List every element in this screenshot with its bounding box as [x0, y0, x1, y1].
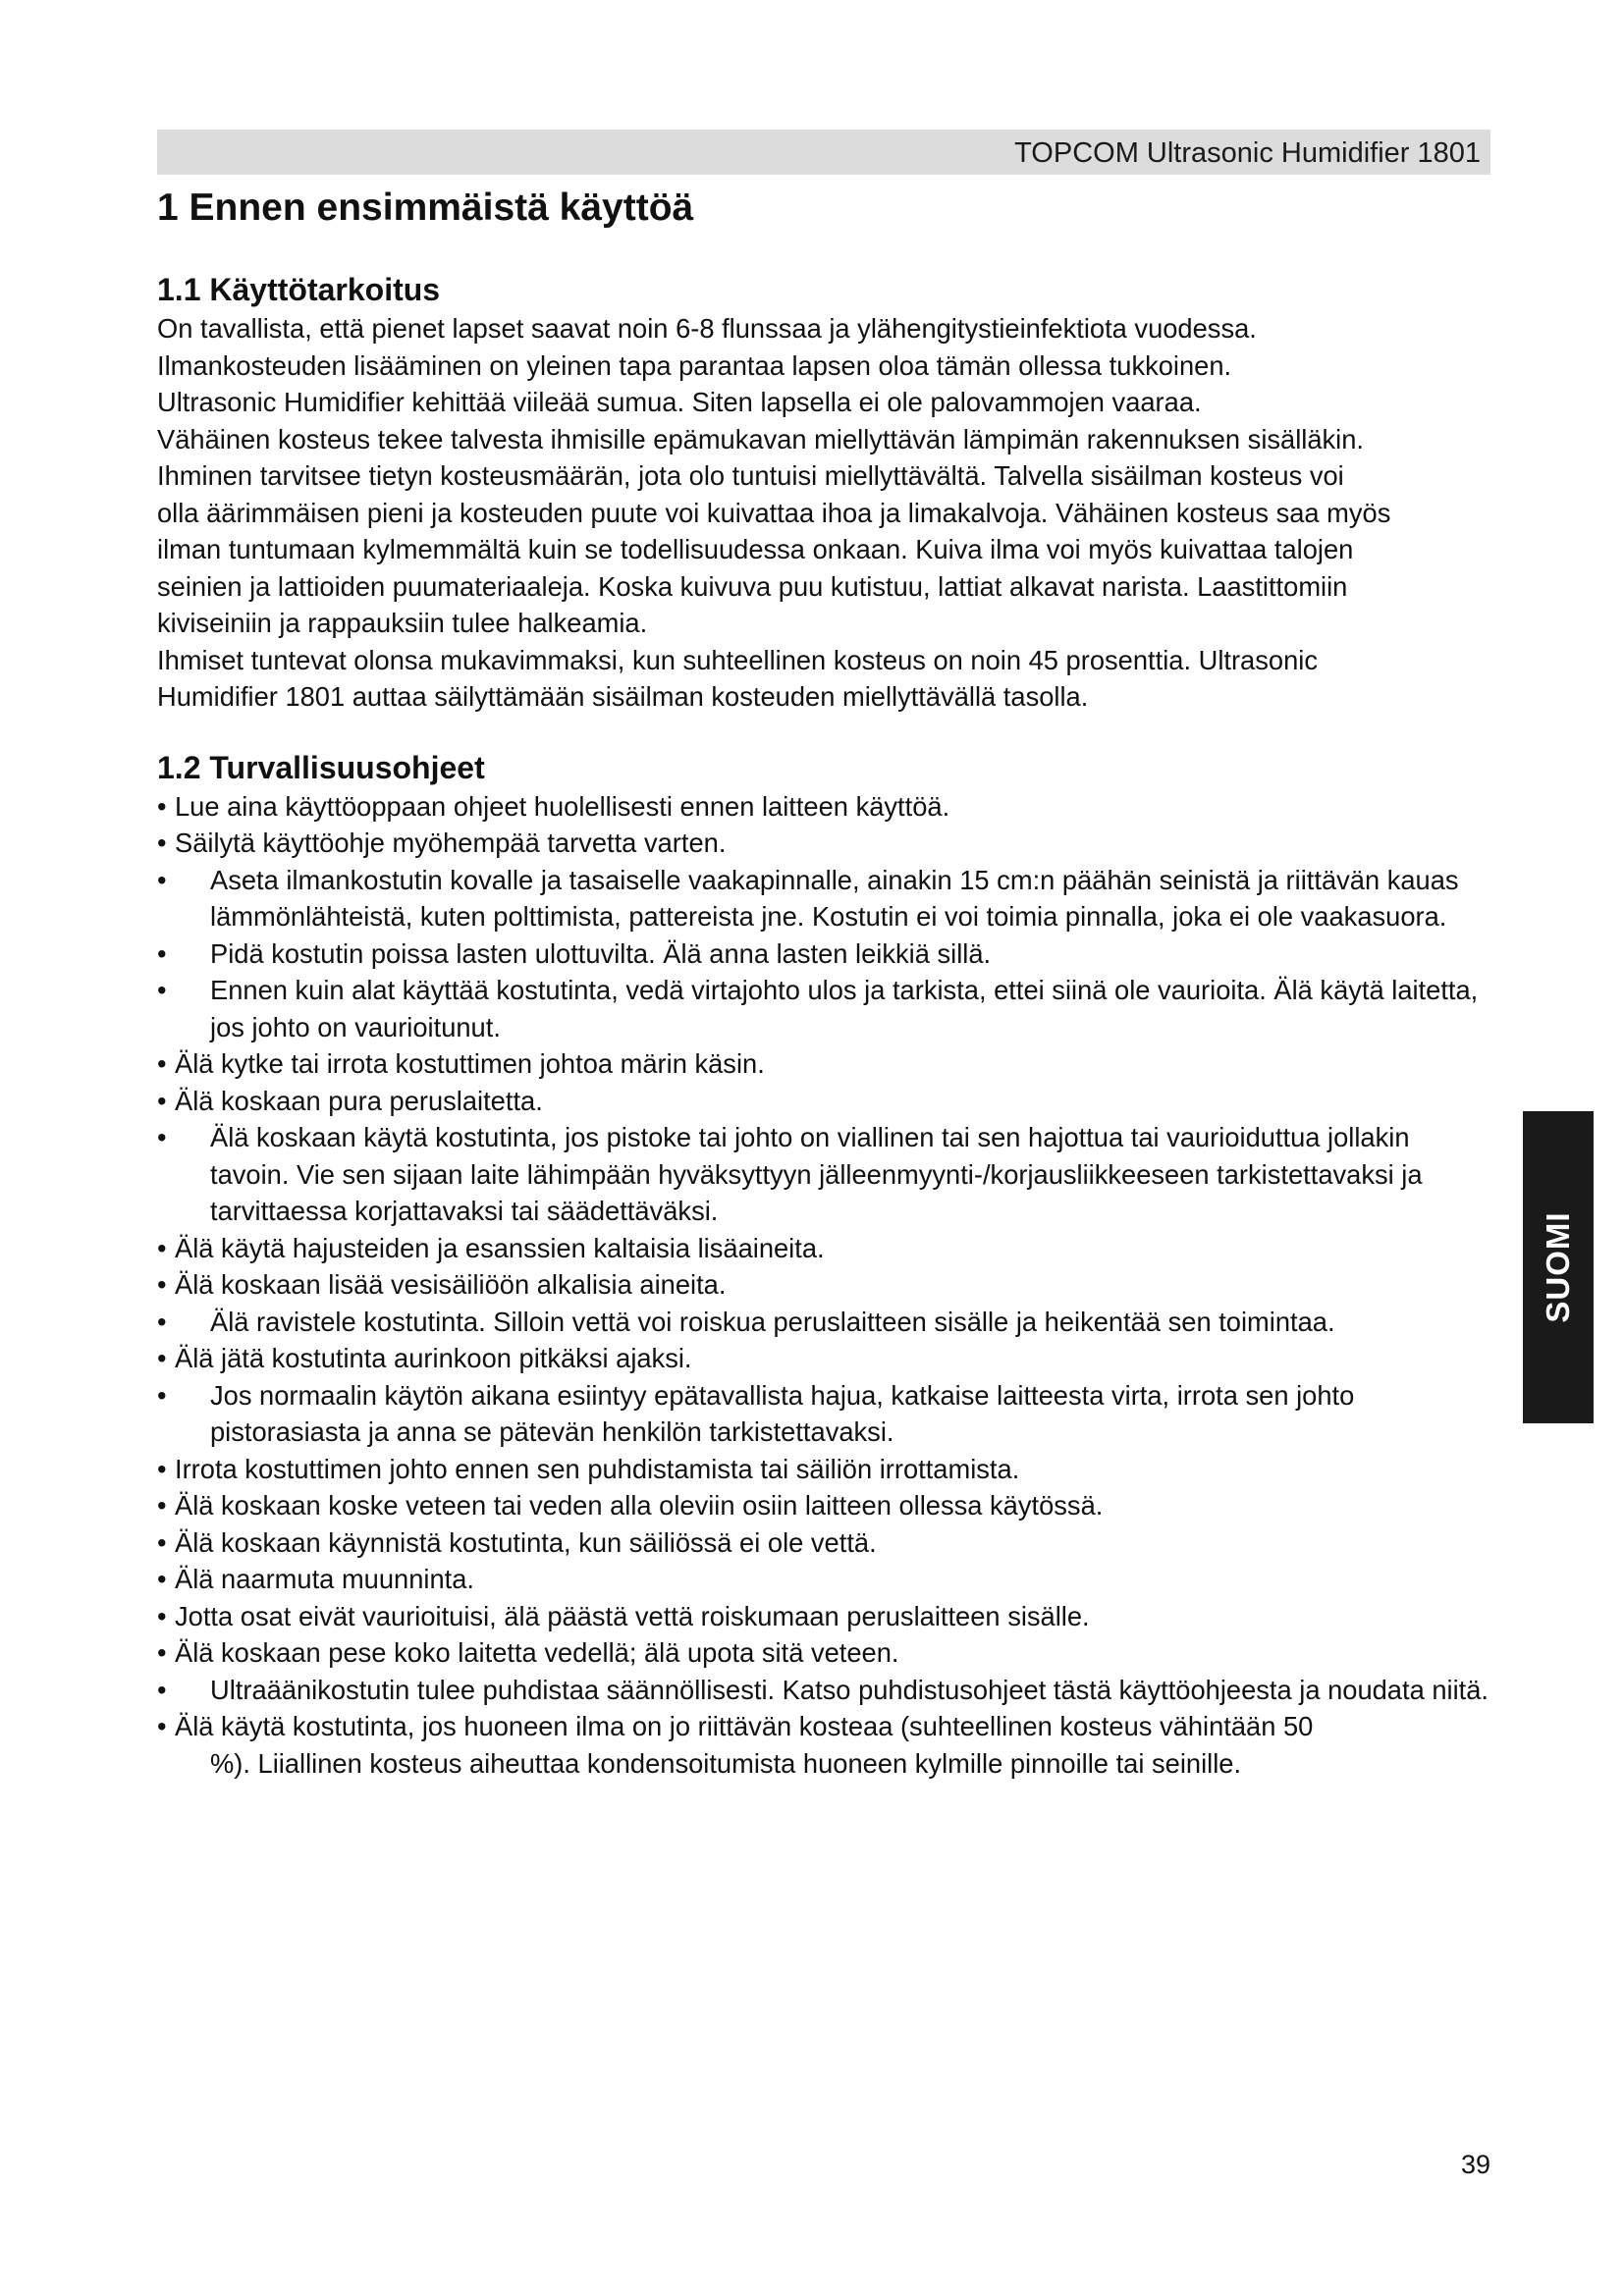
bullet: • [157, 1343, 167, 1373]
list-item-text: Älä käytä hajusteiden ja esanssien kaltaisia lisäaineita. [175, 1232, 825, 1263]
bullet: • [157, 1526, 167, 1558]
chapter-title: 1 Ennen ensimmäistä käyttöä [157, 187, 694, 229]
list-item-continuation: %). Liiallinen kosteus aiheuttaa kondensoitumista huoneen kylmille pinnoille tai seinille. [210, 1747, 1242, 1779]
list-item-text: Irrota kostuttimen johto ennen sen puhdistamista tai säiliön irrottamista. [175, 1453, 1020, 1484]
list-item-text: Jotta osat eivät vaurioituisi, älä päästä vettä roiskumaan peruslaitteen sisälle. [175, 1600, 1090, 1631]
list-item [157, 1672, 1490, 1709]
bullet: • [157, 1564, 167, 1594]
bullet: • [157, 1453, 167, 1484]
list-item-text: Älä koskaan koske veteen tai veden alla oleviin osiin laitteen ollessa käytössä. [175, 1490, 1104, 1521]
list-item [157, 1561, 1490, 1598]
list-item [157, 1487, 1490, 1524]
list-item [157, 1340, 1490, 1377]
text-line: Ultrasonic Humidifier kehittää viileää sumua. Siten lapsella ei ole palovammojen vaaraa. [157, 387, 1202, 417]
purpose-text [157, 310, 1490, 716]
language-tab [1523, 1111, 1594, 1423]
bullet: • [157, 1048, 167, 1079]
list-item [157, 788, 1490, 826]
list-item-text: Lue aina käyttöoppaan ohjeet huolellisesti ennen laitteen käyttöä. [175, 790, 950, 822]
bullet: • [157, 1600, 167, 1631]
language-tab-label: SUOMI [1540, 1211, 1576, 1323]
list-item [157, 1304, 1490, 1341]
list-item [157, 1451, 1490, 1488]
bullet: • [157, 937, 167, 969]
text-line: kiviseiniin ja rappauksiin tulee halkeamia. [157, 608, 648, 638]
header-bar [157, 130, 1490, 175]
list-item-text: Jos normaalin käytön aikana esiintyy epätavallista hajua, katkaise laitteesta virta, irrota sen johto pistorasiasta ja anna se pätevän henkilön tarkistettavaksi. [210, 1379, 1355, 1447]
page-content [157, 177, 1490, 1782]
list-item [157, 1045, 1490, 1083]
list-item [157, 1083, 1490, 1120]
list-item-text: Älä naarmuta muunninta. [175, 1564, 474, 1594]
text-line: Ihmiset tuntevat olonsa mukavimmaksi, kun suhteellinen kosteus on noin 45 prosenttia. Ultrasonic [157, 644, 1318, 675]
list-item-text: Älä koskaan pese koko laitetta vedellä; älä upota sitä veteen. [175, 1637, 899, 1668]
text-line: Vähäinen kosteus tekee talvesta ihmisille epämukavan miellyttävän lämpimän rakennuksen sisälläkin. [157, 423, 1364, 454]
section-title-purpose: 1.1 Käyttötarkoitus [157, 272, 441, 307]
list-item-text: Älä jätä kostutinta aurinkoon pitkäksi ajaksi. [175, 1343, 692, 1373]
bullet: • [157, 1085, 167, 1116]
bullet: • [157, 1379, 167, 1411]
list-item [157, 1230, 1490, 1267]
list-item-text: Aseta ilmankostutin kovalle ja tasaiselle vaakapinnalle, ainakin 15 cm:n päähän seinistä ja riittävän kauas lämmönlähteistä, kuten polttimista, pattereista jne. Kostutin ei voi toimia pinnalla, joka ei ole vaakasuora. [210, 864, 1459, 932]
list-item [157, 1119, 1490, 1230]
text-line: ilman tuntumaan kylmemmältä kuin se todellisuudessa onkaan. Kuiva ilma voi myös kuivattaa talojen [157, 534, 1354, 564]
text-line: On tavallista, että pienet lapset saavat noin 6-8 flunssaa ja ylähengitystieinfektiota vuodessa. [157, 313, 1257, 344]
bullet: • [157, 1269, 167, 1300]
bullet: • [157, 1122, 167, 1152]
list-item-text: Älä koskaan käynnistä kostutinta, kun säiliössä ei ole vettä. [175, 1526, 877, 1558]
bullet: • [157, 1674, 167, 1705]
text-line: Ihminen tarvitsee tietyn kosteusmäärän, jota olo tuntuisi miellyttävältä. Talvella sisäilman kosteus voi [157, 460, 1344, 491]
list-item [157, 1634, 1490, 1672]
text-line: Humidifier 1801 auttaa säilyttämään sisäilman kosteuden miellyttävällä tasolla. [157, 681, 1089, 712]
list-item [157, 1708, 1490, 1782]
list-item-text: Älä ravistele kostutinta. Silloin vettä voi roiskua peruslaitteen sisälle ja heikentää sen toimintaa. [210, 1306, 1335, 1337]
list-item-text: Älä koskaan käytä kostutinta, jos pistoke tai johto on viallinen tai sen hajottua tai vaurioiduttua jollakin tavoin. Vie sen sijaan laite lähimpään hyväksyttyyn jälleenmyynti-/korjausliikkeeseen tarkistettavaksi ja tarvittaessa korjattavaksi tai säädettäväksi. [210, 1122, 1423, 1226]
bullet: • [157, 1232, 167, 1263]
section-title-safety: 1.2 Turvallisuusohjeet [157, 749, 485, 785]
list-item [157, 972, 1490, 1045]
list-item [157, 862, 1490, 935]
list-item [157, 1524, 1490, 1562]
page-number: 39 [1461, 2150, 1491, 2179]
bullet: • [157, 1711, 167, 1741]
text-line: seinien ja lattioiden puumateriaaleja. Koska kuivuva puu kutistuu, lattiat alkavat narista. Laastittomiin [157, 570, 1348, 602]
bullet: • [157, 1490, 167, 1521]
bullet: • [157, 1637, 167, 1668]
list-item-text: Ultraäänikostutin tulee puhdistaa säännöllisesti. Katso puhdistusohjeet tästä käyttöohjeesta ja noudata niitä. [210, 1674, 1489, 1705]
list-item [157, 1266, 1490, 1304]
list-item [157, 825, 1490, 862]
list-item-text: Älä koskaan lisää vesisäiliöön alkalisia aineita. [175, 1269, 727, 1300]
bullet: • [157, 864, 167, 895]
bullet: • [157, 828, 167, 858]
text-line: olla äärimmäisen pieni ja kosteuden puute voi kuivattaa ihoa ja limakalvoja. Vähäinen kosteus saa myös [157, 497, 1391, 528]
list-item-text: Pidä kostutin poissa lasten ulottuvilta. Älä anna lasten leikkiä sillä. [210, 937, 992, 969]
list-item [157, 1598, 1490, 1635]
list-item-text: Älä käytä kostutinta, jos huoneen ilma on jo riittävän kosteaa (suhteellinen kosteus vähintään 50 [175, 1711, 1314, 1741]
bullet: • [157, 1306, 167, 1337]
list-item-text: Säilytä käyttöohje myöhempää tarvetta varten. [175, 828, 727, 858]
text-line: Ilmankosteuden lisääminen on yleinen tapa parantaa lapsen oloa tämän ollessa tukkoinen. [157, 349, 1232, 381]
list-item-text: Älä koskaan pura peruslaitetta. [175, 1085, 543, 1116]
list-item-text: Ennen kuin alat käyttää kostutinta, vedä virtajohto ulos ja tarkista, ettei siinä ole vaurioita. Älä käytä laitetta, jos johto on vaurioitunut. [210, 975, 1479, 1042]
header-title: TOPCOM Ultrasonic Humidifier 1801 [1014, 137, 1481, 169]
list-item [157, 1377, 1490, 1451]
list-item-text: Älä kytke tai irrota kostuttimen johtoa märin käsin. [175, 1048, 765, 1079]
bullet: • [157, 790, 167, 822]
bullet: • [157, 975, 167, 1005]
list-item [157, 935, 1490, 973]
safety-list [157, 788, 1490, 1783]
